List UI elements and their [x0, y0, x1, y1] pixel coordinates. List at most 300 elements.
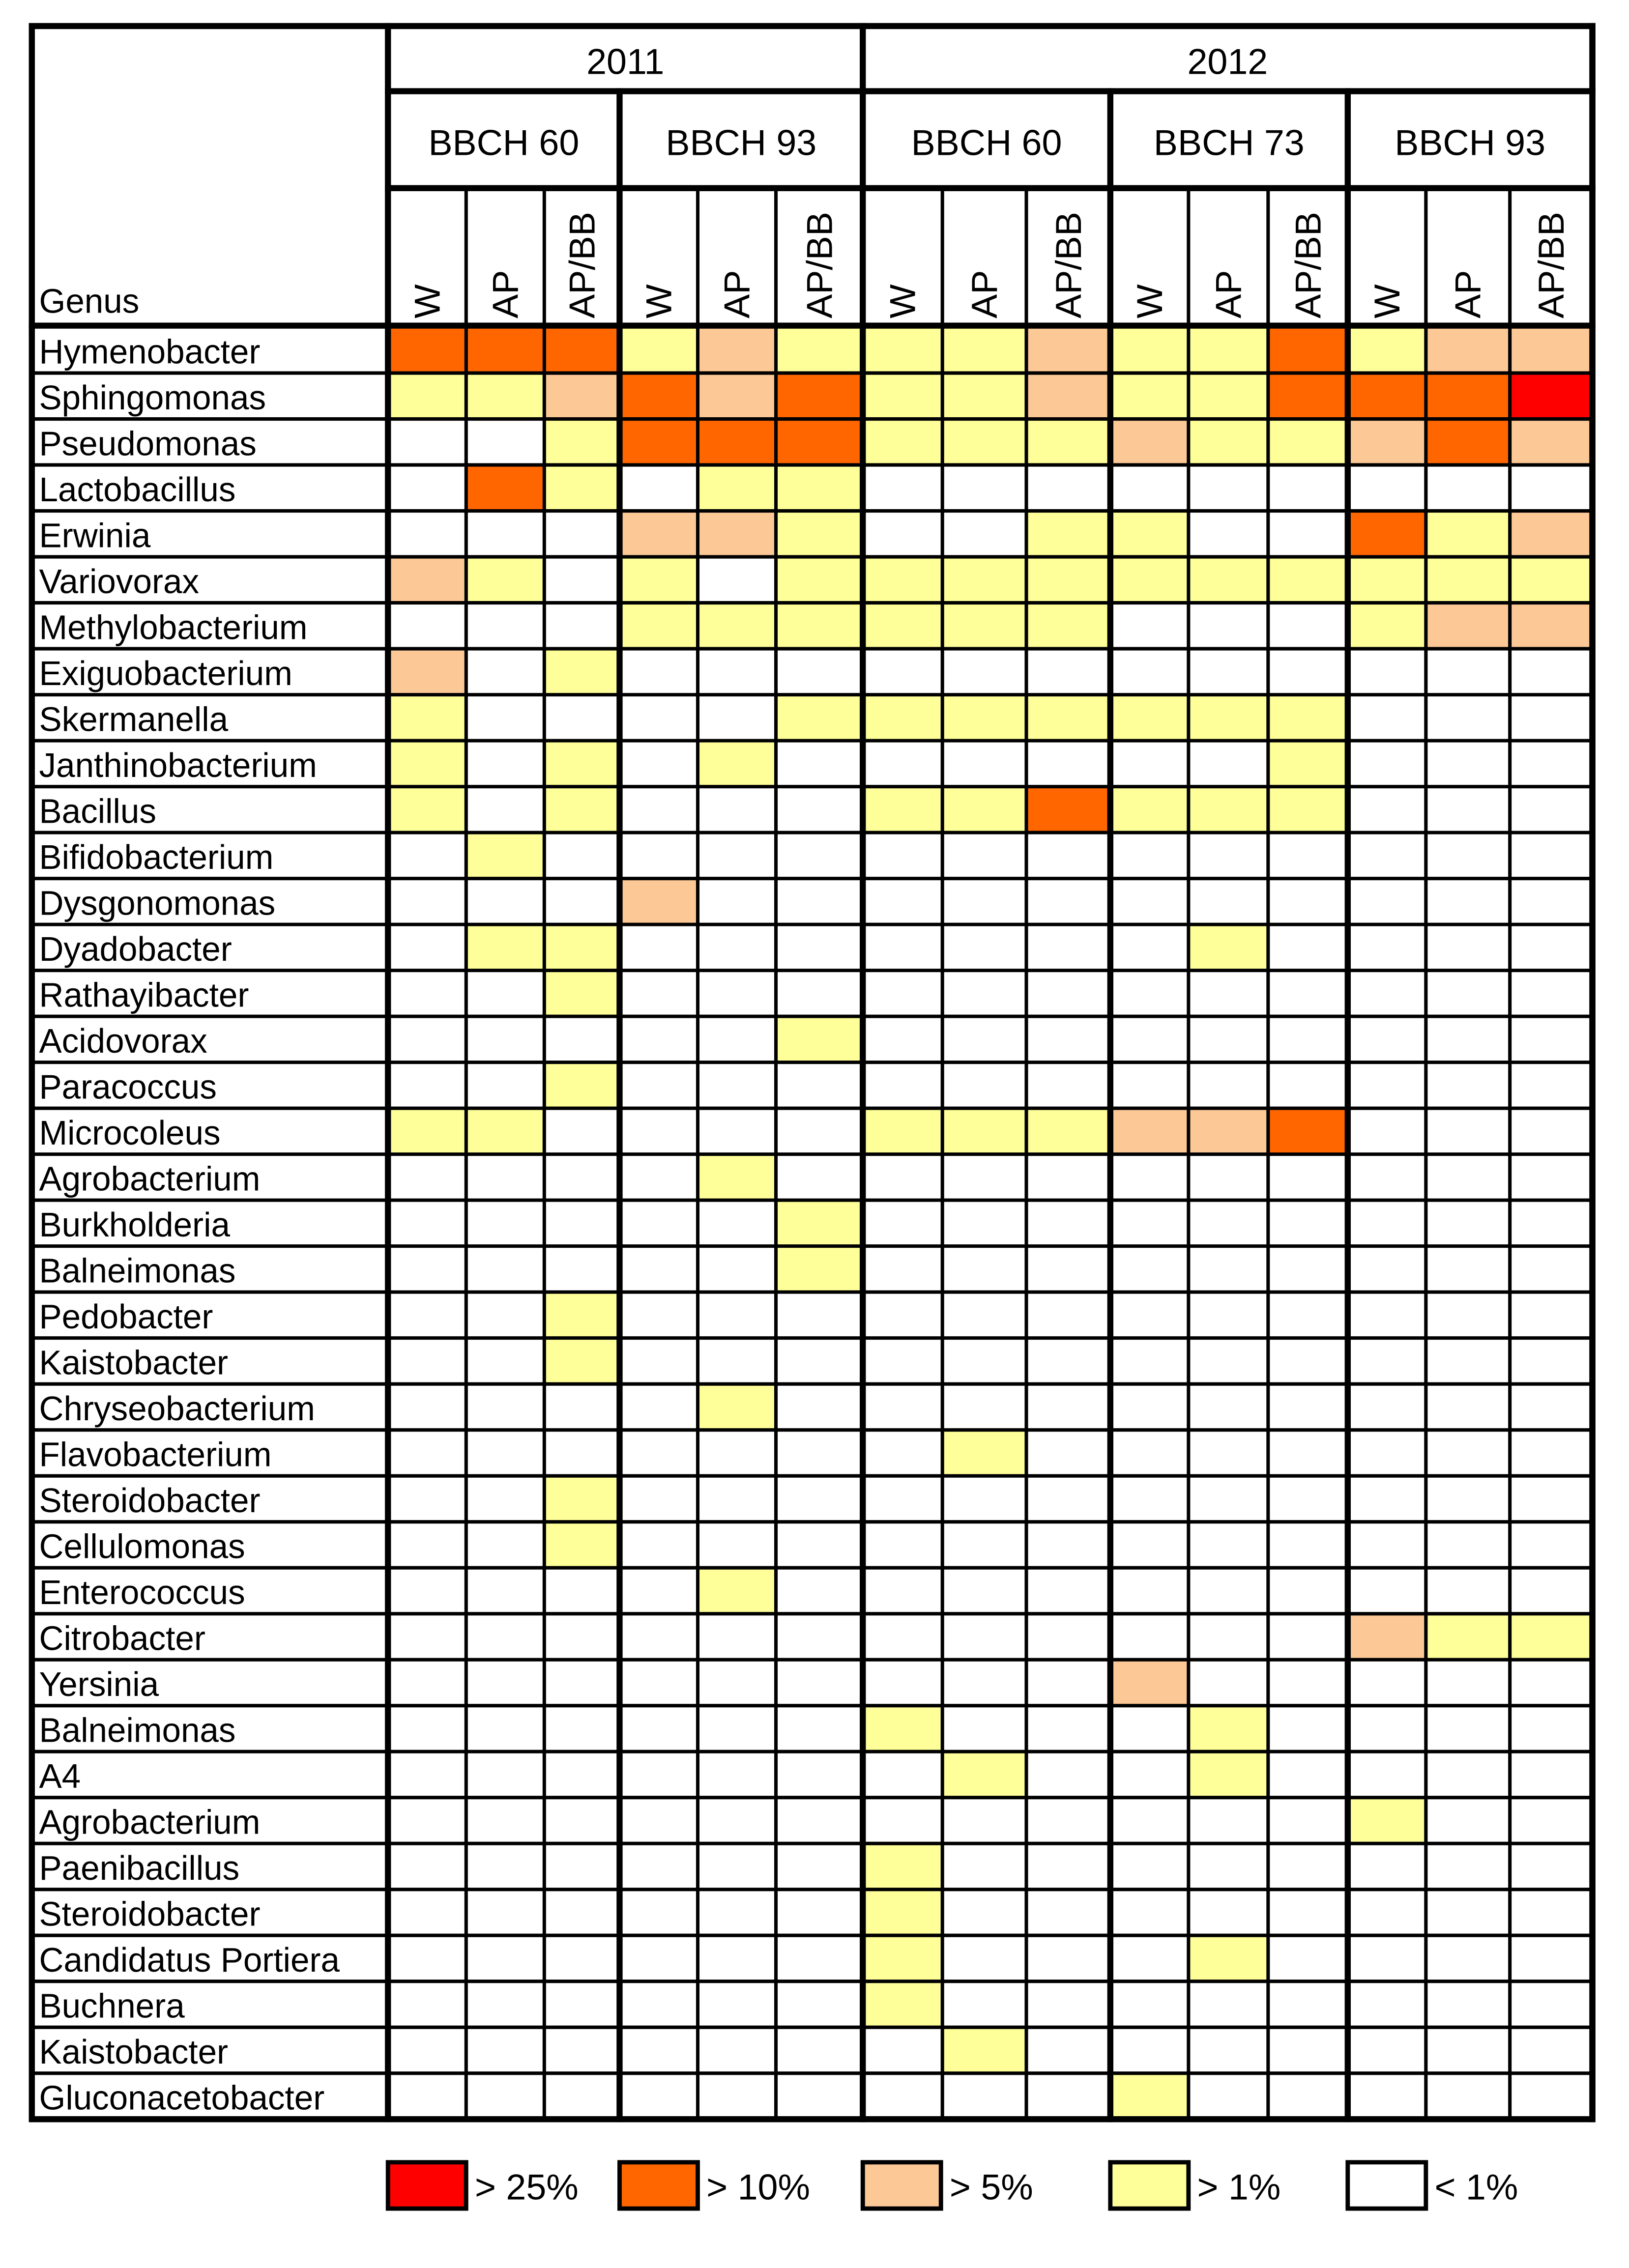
- heatmap-cell: [388, 1798, 466, 1844]
- heatmap-cell: [619, 1338, 698, 1384]
- heatmap-cell: [1189, 741, 1268, 787]
- heatmap-cell: [1110, 1430, 1189, 1476]
- heatmap-cell: [1268, 327, 1348, 373]
- heatmap-cell: [388, 1108, 466, 1154]
- genus-label: Skermanella: [39, 700, 229, 739]
- heatmap-cell: [1426, 1751, 1510, 1798]
- heatmap-cell: [1268, 1154, 1348, 1201]
- heatmap-cells: [388, 327, 1592, 2120]
- heatmap-cell: [776, 971, 863, 1017]
- heatmap-cell: [776, 2073, 863, 2120]
- heatmap-cell: [942, 924, 1026, 971]
- heatmap-cell: [1189, 1706, 1268, 1752]
- heatmap-cell: [1426, 1522, 1510, 1568]
- heatmap-cell: [1110, 833, 1189, 879]
- heatmap-cell: [1189, 2073, 1268, 2120]
- legend-label: < 1%: [1434, 2166, 1518, 2208]
- genus-label: Kaistobacter: [39, 1343, 229, 1382]
- legend-label: > 1%: [1197, 2166, 1281, 2208]
- heatmap-cell: [619, 971, 698, 1017]
- genus-label: Hymenobacter: [39, 332, 261, 371]
- heatmap-cell: [1189, 1935, 1268, 1981]
- heatmap-cell: [698, 373, 776, 419]
- heatmap-cell: [466, 557, 544, 603]
- heatmap-cell: [942, 1246, 1026, 1292]
- heatmap-cell: [544, 327, 619, 373]
- heatmap-cell: [1426, 787, 1510, 833]
- heatmap-cell: [1510, 1568, 1593, 1614]
- heatmap-cell: [1510, 1843, 1593, 1890]
- heatmap-cell: [776, 1016, 863, 1062]
- heatmap-cell: [619, 833, 698, 879]
- genus-label: Candidatus Portiera: [39, 1940, 340, 1979]
- heatmap-cell: [863, 1751, 942, 1798]
- heatmap-cell: [942, 2073, 1026, 2120]
- heatmap-cell: [1268, 2027, 1348, 2073]
- heatmap-cell: [388, 1062, 466, 1109]
- genus-label: Gluconacetobacter: [39, 2078, 325, 2117]
- heatmap-cell: [1026, 1108, 1110, 1154]
- heatmap-cell: [942, 1660, 1026, 1706]
- heatmap-cell: [388, 879, 466, 925]
- heatmap-cell: [1348, 1614, 1426, 1660]
- heatmap-cell: [942, 1843, 1026, 1890]
- heatmap-cell: [698, 971, 776, 1017]
- heatmap-cell: [1510, 924, 1593, 971]
- subcolumn-label: AP: [1447, 270, 1488, 318]
- heatmap-cell: [1426, 1200, 1510, 1246]
- heatmap-cell: [466, 373, 544, 419]
- heatmap-cell: [863, 465, 942, 511]
- heatmap-cell: [1026, 695, 1110, 741]
- genus-label: Dysgonomonas: [39, 884, 276, 922]
- heatmap-cell: [1268, 1476, 1348, 1522]
- heatmap-cell: [619, 741, 698, 787]
- heatmap-cell: [1268, 511, 1348, 557]
- genus-label: Steroidobacter: [39, 1895, 261, 1933]
- heatmap-cell: [1189, 1062, 1268, 1109]
- heatmap-cell: [466, 419, 544, 465]
- heatmap-cell: [776, 695, 863, 741]
- heatmap-cell: [776, 1981, 863, 2028]
- heatmap-cell: [1510, 741, 1593, 787]
- heatmap-cell: [1510, 971, 1593, 1017]
- heatmap-cell: [776, 1246, 863, 1292]
- heatmap-cell: [1510, 1751, 1593, 1798]
- heatmap-cell: [863, 2027, 942, 2073]
- heatmap-cell: [1268, 1706, 1348, 1752]
- heatmap-cell: [1110, 1614, 1189, 1660]
- heatmap-cell: [619, 511, 698, 557]
- heatmap-cell: [1348, 1200, 1426, 1246]
- heatmap-cell: [1026, 1798, 1110, 1844]
- genus-label: Steroidobacter: [39, 1481, 261, 1520]
- heatmap-cell: [1110, 1292, 1189, 1338]
- heatmap-cell: [776, 1292, 863, 1338]
- heatmap-cell: [1268, 1108, 1348, 1154]
- heatmap-cell: [1268, 1292, 1348, 1338]
- heatmap-cell: [1189, 1798, 1268, 1844]
- heatmap-cell: [466, 741, 544, 787]
- heatmap-cell: [863, 1384, 942, 1430]
- heatmap-cell: [1189, 879, 1268, 925]
- heatmap-cell: [942, 1338, 1026, 1384]
- heatmap-cell: [942, 557, 1026, 603]
- heatmap-cell: [1110, 465, 1189, 511]
- heatmap-cell: [544, 2073, 619, 2120]
- heatmap-cell: [1268, 1890, 1348, 1936]
- heatmap-cell: [1189, 1890, 1268, 1936]
- heatmap-cell: [698, 1108, 776, 1154]
- heatmap-cell: [619, 1935, 698, 1981]
- genus-label: Bifidobacterium: [39, 837, 274, 876]
- heatmap-cell: [544, 1660, 619, 1706]
- genus-label: Enterococcus: [39, 1573, 245, 1611]
- heatmap-cell: [1026, 787, 1110, 833]
- heatmap-cell: [1426, 1981, 1510, 2028]
- heatmap-cell: [1189, 557, 1268, 603]
- heatmap-cell: [544, 603, 619, 649]
- heatmap-cell: [1268, 1798, 1348, 1844]
- heatmap-cell: [1268, 373, 1348, 419]
- heatmap-cell: [1510, 1154, 1593, 1201]
- heatmap-cell: [1510, 1016, 1593, 1062]
- heatmap-cell: [1510, 2027, 1593, 2073]
- heatmap-cell: [942, 373, 1026, 419]
- heatmap-cell: [1426, 373, 1510, 419]
- heatmap-cell: [1510, 1798, 1593, 1844]
- heatmap-cell: [1026, 1706, 1110, 1752]
- genus-label: Rathayibacter: [39, 976, 249, 1014]
- heatmap-cell: [698, 2027, 776, 2073]
- heatmap-cell: [863, 787, 942, 833]
- heatmap-cell: [863, 1935, 942, 1981]
- heatmap-cell: [544, 1338, 619, 1384]
- heatmap-cell: [1426, 695, 1510, 741]
- heatmap-cell: [863, 1614, 942, 1660]
- heatmap-cell: [863, 649, 942, 695]
- heatmap-cell: [1189, 649, 1268, 695]
- heatmap-cell: [1510, 1522, 1593, 1568]
- heatmap-cell: [466, 1108, 544, 1154]
- heatmap-cell: [1026, 1338, 1110, 1384]
- heatmap-cell: [863, 1246, 942, 1292]
- heatmap-cell: [776, 1614, 863, 1660]
- heatmap-cell: [863, 1108, 942, 1154]
- heatmap-cell: [1189, 465, 1268, 511]
- heatmap-cell: [1426, 1384, 1510, 1430]
- genus-label: Microcoleus: [39, 1113, 221, 1152]
- heatmap-cell: [1110, 327, 1189, 373]
- heatmap-cell: [1026, 879, 1110, 925]
- heatmap-cell: [466, 1292, 544, 1338]
- heatmap-cell: [1026, 1246, 1110, 1292]
- heatmap-cell: [1426, 511, 1510, 557]
- heatmap-cell: [544, 741, 619, 787]
- heatmap-cell: [619, 1890, 698, 1936]
- heatmap-cell: [1426, 1062, 1510, 1109]
- heatmap-cell: [466, 1981, 544, 2028]
- heatmap-cell: [466, 1890, 544, 1936]
- heatmap-cell: [1426, 1108, 1510, 1154]
- heatmap-cell: [1268, 787, 1348, 833]
- heatmap-cell: [776, 1706, 863, 1752]
- heatmap-cell: [942, 971, 1026, 1017]
- genus-label: Exiguobacterium: [39, 654, 292, 692]
- heatmap-cell: [1110, 2027, 1189, 2073]
- heatmap-cell: [388, 2027, 466, 2073]
- heatmap-cell: [1110, 1476, 1189, 1522]
- heatmap-cell: [698, 1154, 776, 1201]
- heatmap-cell: [619, 1062, 698, 1109]
- heatmap-cell: [1426, 557, 1510, 603]
- heatmap-cell: [1348, 603, 1426, 649]
- heatmap-cell: [1426, 1476, 1510, 1522]
- subcolumn-label: W: [1366, 284, 1407, 318]
- heatmap-cell: [466, 649, 544, 695]
- heatmap-cell: [1110, 1706, 1189, 1752]
- heatmap-cell: [776, 879, 863, 925]
- heatmap-cell: [388, 1706, 466, 1752]
- heatmap-cell: [698, 1430, 776, 1476]
- heatmap-cell: [1110, 787, 1189, 833]
- heatmap-cell: [544, 787, 619, 833]
- heatmap-cell: [388, 603, 466, 649]
- heatmap-cell: [619, 1751, 698, 1798]
- heatmap-cell: [619, 1568, 698, 1614]
- heatmap-cell: [942, 1292, 1026, 1338]
- heatmap-cell: [466, 924, 544, 971]
- heatmap-cell: [863, 1890, 942, 1936]
- heatmap-cell: [1110, 1062, 1189, 1109]
- heatmap-cell: [1268, 1338, 1348, 1384]
- heatmap-cell: [1026, 1890, 1110, 1936]
- heatmap-cell: [942, 2027, 1026, 2073]
- heatmap-cell: [544, 1981, 619, 2028]
- heatmap-cell: [1426, 1338, 1510, 1384]
- heatmap-cell: [863, 695, 942, 741]
- heatmap-cell: [1026, 603, 1110, 649]
- heatmap-cell: [863, 1798, 942, 1844]
- heatmap-cell: [1348, 2027, 1426, 2073]
- heatmap-cell: [776, 465, 863, 511]
- genus-label: Sphingomonas: [39, 378, 266, 417]
- heatmap-cell: [776, 1890, 863, 1936]
- heatmap-cell: [619, 1292, 698, 1338]
- heatmap-cell: [1189, 1154, 1268, 1201]
- heatmap-cell: [1426, 971, 1510, 1017]
- heatmap-cell: [776, 1154, 863, 1201]
- heatmap-cell: [1110, 649, 1189, 695]
- heatmap-cell: [1426, 1706, 1510, 1752]
- heatmap-cell: [466, 2073, 544, 2120]
- heatmap-cell: [698, 327, 776, 373]
- heatmap-cell: [544, 1843, 619, 1890]
- heatmap-cell: [698, 787, 776, 833]
- heatmap-cell: [776, 1798, 863, 1844]
- heatmap-cell: [388, 1384, 466, 1430]
- legend: [388, 2162, 1518, 2209]
- heatmap-cell: [942, 327, 1026, 373]
- heatmap-cell: [1189, 1292, 1268, 1338]
- subcolumn-label: W: [407, 284, 448, 318]
- heatmap-cell: [1110, 603, 1189, 649]
- heatmap-cell: [1510, 1935, 1593, 1981]
- heatmap-cell: [388, 924, 466, 971]
- heatmap-cell: [698, 649, 776, 695]
- heatmap-cell: [1026, 1568, 1110, 1614]
- heatmap-cell: [1268, 1062, 1348, 1109]
- heatmap-cell: [1189, 1200, 1268, 1246]
- heatmap-cell: [776, 419, 863, 465]
- heatmap-cell: [1189, 603, 1268, 649]
- heatmap-cell: [1348, 695, 1426, 741]
- heatmap-cell: [1348, 419, 1426, 465]
- heatmap-cell: [1026, 1154, 1110, 1201]
- heatmap-cell: [1426, 465, 1510, 511]
- heatmap-cell: [1189, 1751, 1268, 1798]
- heatmap-cell: [1426, 1843, 1510, 1890]
- heatmap-cell: [1026, 971, 1110, 1017]
- heatmap-cell: [863, 419, 942, 465]
- heatmap-cell: [1268, 1751, 1348, 1798]
- heatmap-cell: [388, 1522, 466, 1568]
- heatmap-cell: [1110, 1154, 1189, 1201]
- heatmap-cell: [466, 879, 544, 925]
- heatmap-cell: [1426, 327, 1510, 373]
- heatmap-cell: [776, 2027, 863, 2073]
- heatmap-cell: [1189, 1476, 1268, 1522]
- heatmap-cell: [942, 603, 1026, 649]
- heatmap-cell: [1426, 741, 1510, 787]
- genus-label: Janthinobacterium: [39, 746, 317, 784]
- heatmap-cell: [466, 1016, 544, 1062]
- heatmap-cell: [619, 419, 698, 465]
- heatmap-cell: [1026, 649, 1110, 695]
- heatmap-cell: [698, 1522, 776, 1568]
- heatmap-cell: [544, 879, 619, 925]
- heatmap-cell: [1348, 465, 1426, 511]
- heatmap-cell: [1189, 1660, 1268, 1706]
- heatmap-cell: [1026, 1660, 1110, 1706]
- heatmap-cell: [1348, 971, 1426, 1017]
- heatmap-cell: [544, 1430, 619, 1476]
- heatmap-cell: [619, 1476, 698, 1522]
- heatmap-cell: [863, 1660, 942, 1706]
- heatmap-cell: [1348, 649, 1426, 695]
- heatmap-cell: [544, 695, 619, 741]
- heatmap-cell: [388, 787, 466, 833]
- heatmap-cell: [776, 1476, 863, 1522]
- heatmap-cell: [466, 1706, 544, 1752]
- heatmap-cell: [1348, 327, 1426, 373]
- heatmap-cell: [1026, 1751, 1110, 1798]
- heatmap-cell: [466, 1843, 544, 1890]
- heatmap-cell: [388, 1660, 466, 1706]
- heatmap-cell: [1110, 557, 1189, 603]
- heatmap-cell: [1268, 1568, 1348, 1614]
- heatmap-cell: [698, 1292, 776, 1338]
- heatmap-cell: [1348, 1660, 1426, 1706]
- heatmap-cell: [1110, 1660, 1189, 1706]
- heatmap-cell: [388, 833, 466, 879]
- heatmap-cell: [1110, 879, 1189, 925]
- heatmap-cell: [1510, 833, 1593, 879]
- heatmap-cell: [698, 1200, 776, 1246]
- heatmap-cell: [1268, 1660, 1348, 1706]
- heatmap-cell: [1348, 1751, 1426, 1798]
- genus-label: Burkholderia: [39, 1205, 230, 1244]
- heatmap-cell: [1426, 2073, 1510, 2120]
- genus-label: Cellulomonas: [39, 1527, 245, 1566]
- heatmap-cell: [388, 1246, 466, 1292]
- heatmap-cell: [544, 1292, 619, 1338]
- heatmap-cell: [698, 695, 776, 741]
- heatmap-cell: [544, 1062, 619, 1109]
- heatmap-cell: [1510, 465, 1593, 511]
- stage-label: BBCH 60: [428, 122, 580, 163]
- heatmap-cell: [776, 557, 863, 603]
- heatmap-cell: [942, 1062, 1026, 1109]
- heatmap-cell: [1348, 1430, 1426, 1476]
- heatmap-cell: [698, 1016, 776, 1062]
- heatmap-cell: [1426, 1890, 1510, 1936]
- legend-label: > 25%: [474, 2166, 579, 2208]
- subcolumn-label: W: [1129, 284, 1170, 318]
- heatmap-cell: [1110, 1568, 1189, 1614]
- heatmap-cell: [388, 2073, 466, 2120]
- year-label: 2011: [586, 41, 665, 82]
- heatmap-cell: [1026, 1476, 1110, 1522]
- heatmap-cell: [1110, 1751, 1189, 1798]
- heatmap-cell: [1268, 1016, 1348, 1062]
- heatmap-cell: [1026, 1200, 1110, 1246]
- subcolumn-label: AP: [1208, 270, 1249, 318]
- heatmap-cell: [942, 879, 1026, 925]
- heatmap-cell: [544, 1798, 619, 1844]
- heatmap-cell: [1510, 1476, 1593, 1522]
- heatmap-cell: [1026, 1384, 1110, 1430]
- heatmap-cell: [698, 1660, 776, 1706]
- heatmap-cell: [619, 1430, 698, 1476]
- heatmap-cell: [863, 833, 942, 879]
- heatmap-cell: [388, 1338, 466, 1384]
- heatmap-cell: [1026, 1935, 1110, 1981]
- genus-label: Pseudomonas: [39, 424, 257, 463]
- heatmap-cell: [1268, 1935, 1348, 1981]
- heatmap-cell: [544, 1384, 619, 1430]
- heatmap-cell: [1348, 1568, 1426, 1614]
- heatmap-cell: [544, 1016, 619, 1062]
- heatmap-cell: [1268, 1384, 1348, 1430]
- heatmap-cell: [1348, 833, 1426, 879]
- heatmap-cell: [1110, 1384, 1189, 1430]
- heatmap-cell: [388, 1568, 466, 1614]
- heatmap-cell: [776, 1062, 863, 1109]
- subcolumn-label: AP: [485, 270, 526, 318]
- heatmap-cell: [1510, 1062, 1593, 1109]
- subcolumn-label: W: [638, 284, 679, 318]
- heatmap-cell: [619, 1522, 698, 1568]
- heatmap-cell: [1189, 695, 1268, 741]
- heatmap-cell: [544, 1154, 619, 1201]
- genus-label: Erwinia: [39, 516, 151, 555]
- heatmap-cell: [863, 741, 942, 787]
- heatmap-cell: [1268, 1246, 1348, 1292]
- heatmap-cell: [1348, 1062, 1426, 1109]
- heatmap-cell: [1189, 787, 1268, 833]
- heatmap-cell: [1189, 327, 1268, 373]
